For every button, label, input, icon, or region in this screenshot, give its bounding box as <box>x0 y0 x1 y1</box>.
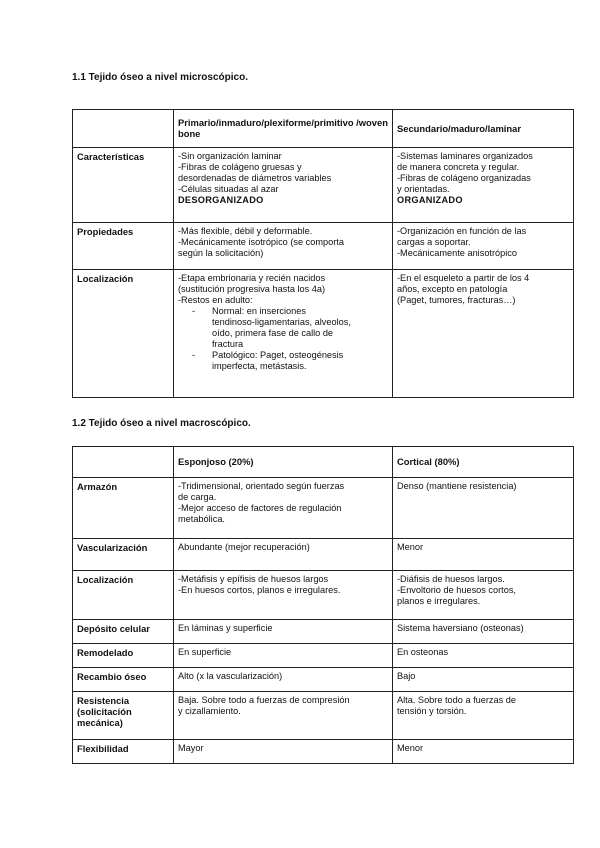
col-header-cortical: Cortical (80%) <box>393 447 574 478</box>
text-line: años, excepto en patología <box>397 284 508 294</box>
row-label-resistencia <box>73 692 174 740</box>
cell-caracteristicas-secundario <box>393 148 574 223</box>
text-line: Flexibilidad <box>77 743 129 754</box>
text-line: Resistencia <box>77 695 130 706</box>
text-line: (sustitución progresiva hasta los 4a) <box>178 284 326 294</box>
text-line: Mayor <box>178 743 204 753</box>
section-1-title: 1.1 Tejido óseo a nivel microscópico. <box>72 72 248 83</box>
cell-remodelado-cortical <box>393 644 574 668</box>
cell-localizacion-primario <box>174 270 393 398</box>
text-line: -Fibras de colágeno organizadas <box>397 173 531 183</box>
text-line: Recambio óseo <box>77 671 147 682</box>
text-line: -Etapa embrionaria y recién nacidos <box>178 273 326 283</box>
text-line: -En huesos cortos, planos e irregulares. <box>178 585 341 595</box>
empty-corner-cell <box>73 110 174 148</box>
cell-localizacion-esponjoso <box>174 571 393 620</box>
cell-vascularizacion-esponjoso <box>174 539 393 571</box>
cell-flexibilidad-cortical <box>393 740 574 764</box>
table-row <box>73 539 574 571</box>
text-line: y orientadas. <box>397 184 450 194</box>
macroscopic-table <box>72 446 574 764</box>
cell-remodelado-esponjoso <box>174 644 393 668</box>
emphasis-label: ORGANIZADO <box>397 195 463 205</box>
text-line: planos e irregulares. <box>397 596 481 606</box>
emphasis-label: DESORGANIZADO <box>178 195 264 205</box>
text-line: -Envoltorio de huesos cortos, <box>397 585 516 595</box>
text-line: (solicitación <box>77 706 132 717</box>
section-2-title: 1.2 Tejido óseo a nivel macroscópico. <box>72 418 251 429</box>
row-label-flexibilidad <box>73 740 174 764</box>
row-label-recambio-oseo <box>73 668 174 692</box>
text-line: -Organización en función de las <box>397 226 527 236</box>
text-line: Armazón <box>77 481 118 492</box>
row-label-caracteristicas: Características <box>73 148 174 223</box>
text-line: imperfecta, metástasis. <box>212 361 307 371</box>
text-line: -Tridimensional, orientado según fuerzas <box>178 481 345 491</box>
col-header-primario: Primario/inmaduro/plexiforme/primitivo /woven bone <box>174 110 393 148</box>
text-line: En superficie <box>178 647 232 657</box>
text-line: -Restos en adulto: <box>178 295 253 305</box>
text-line: Alta. Sobre todo a fuerzas de <box>397 695 517 705</box>
text-line: -Mecánicamente isotrópico (se comporta <box>178 237 344 247</box>
table-row <box>73 270 574 398</box>
cell-resistencia-cortical <box>393 692 574 740</box>
col-header-secundario: Secundario/maduro/laminar <box>393 110 574 148</box>
microscopic-table <box>72 109 574 398</box>
row-label-remodelado <box>73 644 174 668</box>
text-line: Patológico: Paget, osteogénesis <box>212 350 344 360</box>
table-row <box>73 223 574 270</box>
cell-caracteristicas-primario <box>174 148 393 223</box>
list-item <box>192 350 388 372</box>
cell-recambio-esponjoso <box>174 668 393 692</box>
cell-vascularizacion-cortical <box>393 539 574 571</box>
text-line: -Mecánicamente anisotrópico <box>397 248 518 258</box>
text-line: fractura <box>212 339 244 349</box>
text-line: mecánica) <box>77 717 123 728</box>
text-line: -Más flexible, débil y deformable. <box>178 226 313 236</box>
table-row <box>73 740 574 764</box>
text-line: -Sistemas laminares organizados <box>397 151 533 161</box>
cell-deposito-cortical <box>393 620 574 644</box>
table-row <box>73 148 574 223</box>
row-label-armazon <box>73 478 174 539</box>
cell-resistencia-esponjoso <box>174 692 393 740</box>
table-row <box>73 478 574 539</box>
row-label-propiedades: Propiedades <box>73 223 174 270</box>
text-line: Vascularización <box>77 542 148 553</box>
text-line: En láminas y superficie <box>178 623 273 633</box>
table-row <box>73 668 574 692</box>
text-line: Abundante (mejor recuperación) <box>178 542 310 552</box>
text-line: desordenadas de diámetros variables <box>178 173 332 183</box>
text-line: -Diáfisis de huesos largos. <box>397 574 505 584</box>
cell-deposito-esponjoso <box>174 620 393 644</box>
text-line: Localización <box>77 574 134 585</box>
table-header-row <box>73 447 574 478</box>
text-line: según la solicitación) <box>178 248 264 258</box>
row-label-deposito-celular <box>73 620 174 644</box>
text-line: tensión y torsión. <box>397 706 467 716</box>
cell-localizacion-cortical <box>393 571 574 620</box>
table-row <box>73 571 574 620</box>
cell-flexibilidad-esponjoso <box>174 740 393 764</box>
text-line: oído, primera fase de callo de <box>212 328 334 338</box>
text-line: (Paget, tumores, fracturas…) <box>397 295 516 305</box>
row-label-localizacion-macro <box>73 571 174 620</box>
col-header-esponjoso: Esponjoso (20%) <box>174 447 393 478</box>
text-line: Denso (mantiene resistencia) <box>397 481 517 491</box>
cell-armazon-cortical <box>393 478 574 539</box>
row-label-localizacion: Localización <box>73 270 174 398</box>
text-line: cargas a soportar. <box>397 237 471 247</box>
text-line: de carga. <box>178 492 217 502</box>
cell-propiedades-secundario <box>393 223 574 270</box>
text-line: Remodelado <box>77 647 134 658</box>
list-dash: - <box>192 306 196 316</box>
text-line: Baja. Sobre todo a fuerzas de compresión <box>178 695 350 705</box>
empty-corner-cell <box>73 447 174 478</box>
text-line: Menor <box>397 743 424 753</box>
adult-remains-list <box>178 306 388 372</box>
text-line: En osteonas <box>397 647 449 657</box>
text-line: Normal: en inserciones <box>212 306 306 316</box>
text-line: -Células situadas al azar <box>178 184 279 194</box>
text-line: tendinoso-ligamentarias, alveolos, <box>212 317 351 327</box>
table-row <box>73 644 574 668</box>
text-line: metabólica. <box>178 514 225 524</box>
text-line: Depósito celular <box>77 623 150 634</box>
cell-propiedades-primario <box>174 223 393 270</box>
text-line: -En el esqueleto a partir de los 4 <box>397 273 530 283</box>
text-line: y cizallamiento. <box>178 706 241 716</box>
table-row <box>73 692 574 740</box>
text-line: -Metáfisis y epífisis de huesos largos <box>178 574 329 584</box>
text-line: -Mejor acceso de factores de regulación <box>178 503 342 513</box>
text-line: Bajo <box>397 671 416 681</box>
text-line: -Fibras de colágeno gruesas y <box>178 162 302 172</box>
table-row <box>73 620 574 644</box>
text-line: -Sin organización laminar <box>178 151 282 161</box>
text-line: de manera concreta y regular. <box>397 162 520 172</box>
list-dash: - <box>192 350 196 360</box>
cell-armazon-esponjoso <box>174 478 393 539</box>
cell-localizacion-secundario <box>393 270 574 398</box>
text-line: Menor <box>397 542 424 552</box>
text-line: Sistema haversiano (osteonas) <box>397 623 524 633</box>
text-line: Alto (x la vascularización) <box>178 671 283 681</box>
cell-recambio-cortical <box>393 668 574 692</box>
table-header-row <box>73 110 574 148</box>
row-label-vascularizacion <box>73 539 174 571</box>
list-item <box>192 306 388 350</box>
